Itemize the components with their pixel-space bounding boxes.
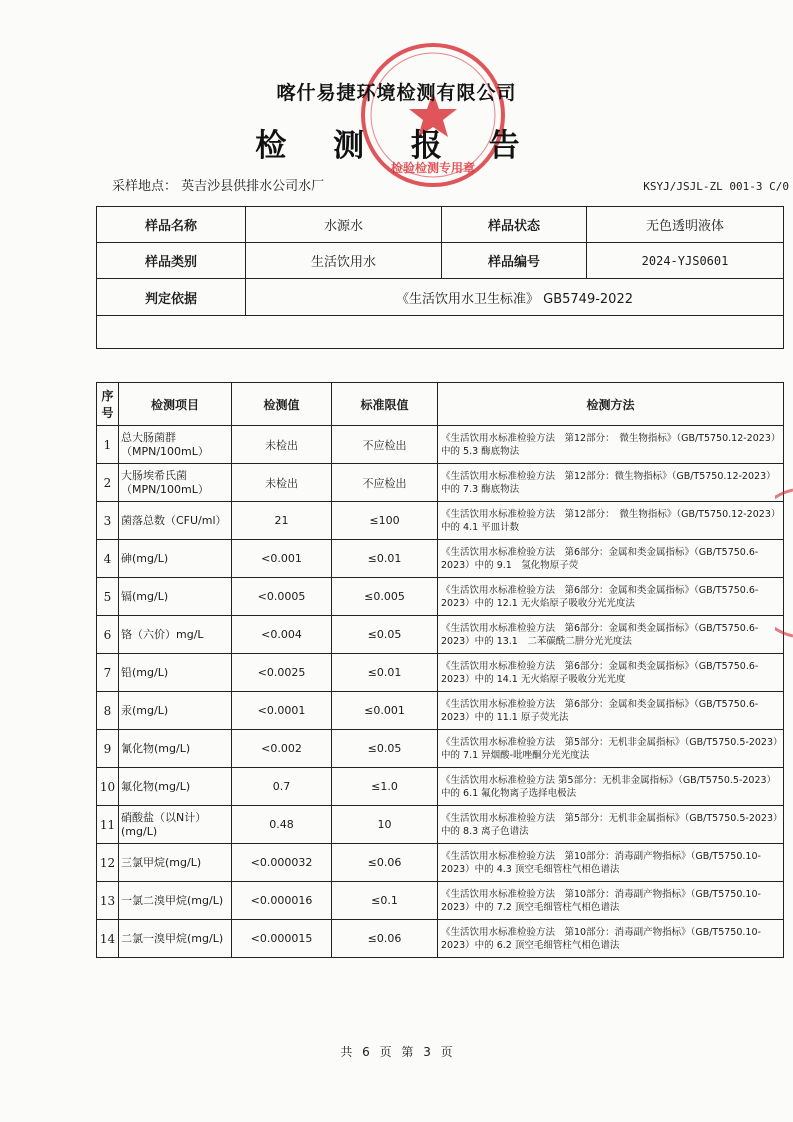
item-result: <0.000015 (232, 920, 332, 958)
item-number: 12 (97, 844, 119, 882)
test-items-header-row (97, 383, 784, 426)
item-method: 《生活饮用水标准检验方法 第12部分： 微生物指标》（GB/T5750.12-2023）中的 5.3 酶底物法 (438, 426, 784, 464)
item-result: 0.48 (232, 806, 332, 844)
judgment-basis-label: 判定依据 (97, 279, 246, 316)
item-limit: ≤100 (332, 502, 438, 540)
item-result: 21 (232, 502, 332, 540)
company-name: 喀什易捷环境检测有限公司 (276, 82, 517, 104)
item-name: 铅(mg/L) (119, 654, 232, 692)
sample-category-value: 生活饮用水 (246, 243, 442, 279)
col-header-item: 检测项目 (119, 383, 232, 426)
sampling-site-label: 采样地点： (112, 179, 178, 194)
sample-state-value: 无色透明液体 (587, 207, 784, 243)
col-header-method: 检测方法 (438, 383, 784, 426)
sample-category-label: 样品类别 (97, 243, 246, 279)
col-header-no: 序号 (97, 383, 119, 426)
item-number: 9 (97, 730, 119, 768)
item-result: 0.7 (232, 768, 332, 806)
item-method: 《生活饮用水标准检验方法 第6部分：金属和类金属指标》（GB/T5750.6-2023）中的 13.1 二苯碳酰二肼分光光度法 (438, 616, 784, 654)
item-method: 《生活饮用水标准检验方法 第6部分：金属和类金属指标》（GB/T5750.6-2023）中的 9.1 氢化物原子荧 (438, 540, 784, 578)
item-method: 《生活饮用水标准检验方法 第5部分：无机非金属指标》（GB/T5750.5-2023）中的 6.1 氟化物离子选择电极法 (438, 768, 784, 806)
table-row (97, 844, 784, 882)
item-name: 汞(mg/L) (119, 692, 232, 730)
item-name: 砷(mg/L) (119, 540, 232, 578)
item-limit: ≤1.0 (332, 768, 438, 806)
item-number: 7 (97, 654, 119, 692)
item-name: 氟化物(mg/L) (119, 768, 232, 806)
item-result: <0.004 (232, 616, 332, 654)
sample-number-value: 2024-YJS0601 (587, 243, 784, 279)
item-number: 8 (97, 692, 119, 730)
page-footer (0, 1043, 793, 1060)
item-method: 《生活饮用水标准检验方法 第6部分：金属和类金属指标》（GB/T5750.6-2023）中的 14.1 无火焰原子吸收分光光度 (438, 654, 784, 692)
item-name: 大肠埃希氏菌（MPN/100mL） (119, 464, 232, 502)
item-name: 菌落总数（CFU/ml） (119, 502, 232, 540)
table-row (97, 654, 784, 692)
sample-name-value: 水源水 (246, 207, 442, 243)
table-row (97, 616, 784, 654)
table-row (97, 578, 784, 616)
current-page: 第 3 页 (401, 1045, 453, 1059)
report-title: 检 测 报 告 (255, 128, 538, 164)
sample-state-label: 样品状态 (442, 207, 587, 243)
item-method: 《生活饮用水标准检验方法 第5部分：无机非金属指标》（GB/T5750.5-2023）中的 7.1 异烟酸-吡唑酮分光光度法 (438, 730, 784, 768)
item-method: 《生活饮用水标准检验方法 第10部分：消毒副产物指标》（GB/T5750.10-2023）中的 4.3 顶空毛细管柱气相色谱法 (438, 844, 784, 882)
table-row (97, 540, 784, 578)
item-limit: ≤0.06 (332, 844, 438, 882)
item-method: 《生活饮用水标准检验方法 第12部分：微生物指标》（GB/T5750.12-2023）中的 7.3 酶底物法 (438, 464, 784, 502)
sampling-site-value: 英吉沙县供排水公司水厂 (181, 179, 325, 194)
table-row (97, 806, 784, 844)
item-result: <0.002 (232, 730, 332, 768)
item-limit: 10 (332, 806, 438, 844)
item-limit: 不应检出 (332, 464, 438, 502)
item-number: 13 (97, 882, 119, 920)
item-limit: ≤0.005 (332, 578, 438, 616)
item-method: 《生活饮用水标准检验方法 第10部分：消毒副产物指标》（GB/T5750.10-2023）中的 7.2 顶空毛细管柱气相色谱法 (438, 882, 784, 920)
item-name: 二氯一溴甲烷(mg/L) (119, 920, 232, 958)
item-name: 一氯二溴甲烷(mg/L) (119, 882, 232, 920)
item-number: 6 (97, 616, 119, 654)
item-number: 14 (97, 920, 119, 958)
item-result: <0.0005 (232, 578, 332, 616)
item-method: 《生活饮用水标准检验方法 第6部分：金属和类金属指标》（GB/T5750.6-2023）中的 11.1 原子荧光法 (438, 692, 784, 730)
item-method: 《生活饮用水标准检验方法 第10部分：消毒副产物指标》（GB/T5750.10-2023）中的 6.2 顶空毛细管柱气相色谱法 (438, 920, 784, 958)
edge-seal-stamp (775, 488, 793, 638)
sample-info-spacer (97, 316, 784, 349)
table-row (97, 502, 784, 540)
inspection-seal (358, 40, 508, 190)
item-result: <0.0001 (232, 692, 332, 730)
item-result: <0.000032 (232, 844, 332, 882)
item-name: 硝酸盐（以N计）(mg/L) (119, 806, 232, 844)
item-number: 11 (97, 806, 119, 844)
table-row (97, 882, 784, 920)
item-name: 三氯甲烷(mg/L) (119, 844, 232, 882)
item-result: <0.000016 (232, 882, 332, 920)
item-name: 镉(mg/L) (119, 578, 232, 616)
sample-info-row (97, 279, 784, 316)
item-number: 5 (97, 578, 119, 616)
test-items-body (97, 426, 784, 958)
sample-number-label: 样品编号 (442, 243, 587, 279)
sample-info-row (97, 207, 784, 243)
item-result: 未检出 (232, 464, 332, 502)
item-limit: 不应检出 (332, 426, 438, 464)
total-pages: 共 6 页 (340, 1045, 392, 1059)
seal-label: 检验检测专用章 (390, 161, 476, 175)
item-result: 未检出 (232, 426, 332, 464)
sampling-site (112, 175, 324, 194)
item-result: <0.0025 (232, 654, 332, 692)
item-limit: ≤0.01 (332, 654, 438, 692)
item-limit: ≤0.05 (332, 616, 438, 654)
col-header-limit: 标准限值 (332, 383, 438, 426)
item-number: 10 (97, 768, 119, 806)
item-method: 《生活饮用水标准检验方法 第5部分：无机非金属指标》（GB/T5750.5-2023）中的 8.3 离子色谱法 (438, 806, 784, 844)
sample-info-table (96, 206, 784, 349)
table-row (97, 920, 784, 958)
table-row (97, 426, 784, 464)
sample-info-row (97, 243, 784, 279)
item-limit: ≤0.001 (332, 692, 438, 730)
item-name: 总大肠菌群（MPN/100mL） (119, 426, 232, 464)
item-method: 《生活饮用水标准检验方法 第12部分： 微生物指标》（GB/T5750.12-2023）中的 4.1 平皿计数 (438, 502, 784, 540)
table-row (97, 730, 784, 768)
col-header-result: 检测值 (232, 383, 332, 426)
item-limit: ≤0.06 (332, 920, 438, 958)
item-number: 3 (97, 502, 119, 540)
judgment-basis-value: 《生活饮用水卫生标准》 GB5749-2022 (246, 279, 784, 316)
table-row (97, 464, 784, 502)
sample-name-label: 样品名称 (97, 207, 246, 243)
item-number: 4 (97, 540, 119, 578)
item-number: 2 (97, 464, 119, 502)
item-limit: ≤0.1 (332, 882, 438, 920)
item-limit: ≤0.05 (332, 730, 438, 768)
item-limit: ≤0.01 (332, 540, 438, 578)
item-name: 铬（六价）mg/L (119, 616, 232, 654)
item-number: 1 (97, 426, 119, 464)
item-result: <0.001 (232, 540, 332, 578)
table-row (97, 768, 784, 806)
item-method: 《生活饮用水标准检验方法 第6部分：金属和类金属指标》（GB/T5750.6-2023）中的 12.1 无火焰原子吸收分光光度法 (438, 578, 784, 616)
test-items-table (96, 382, 784, 958)
document-number: KSYJ/JSJL-ZL 001-3 C/0 (643, 180, 789, 193)
item-name: 氰化物(mg/L) (119, 730, 232, 768)
table-row (97, 692, 784, 730)
